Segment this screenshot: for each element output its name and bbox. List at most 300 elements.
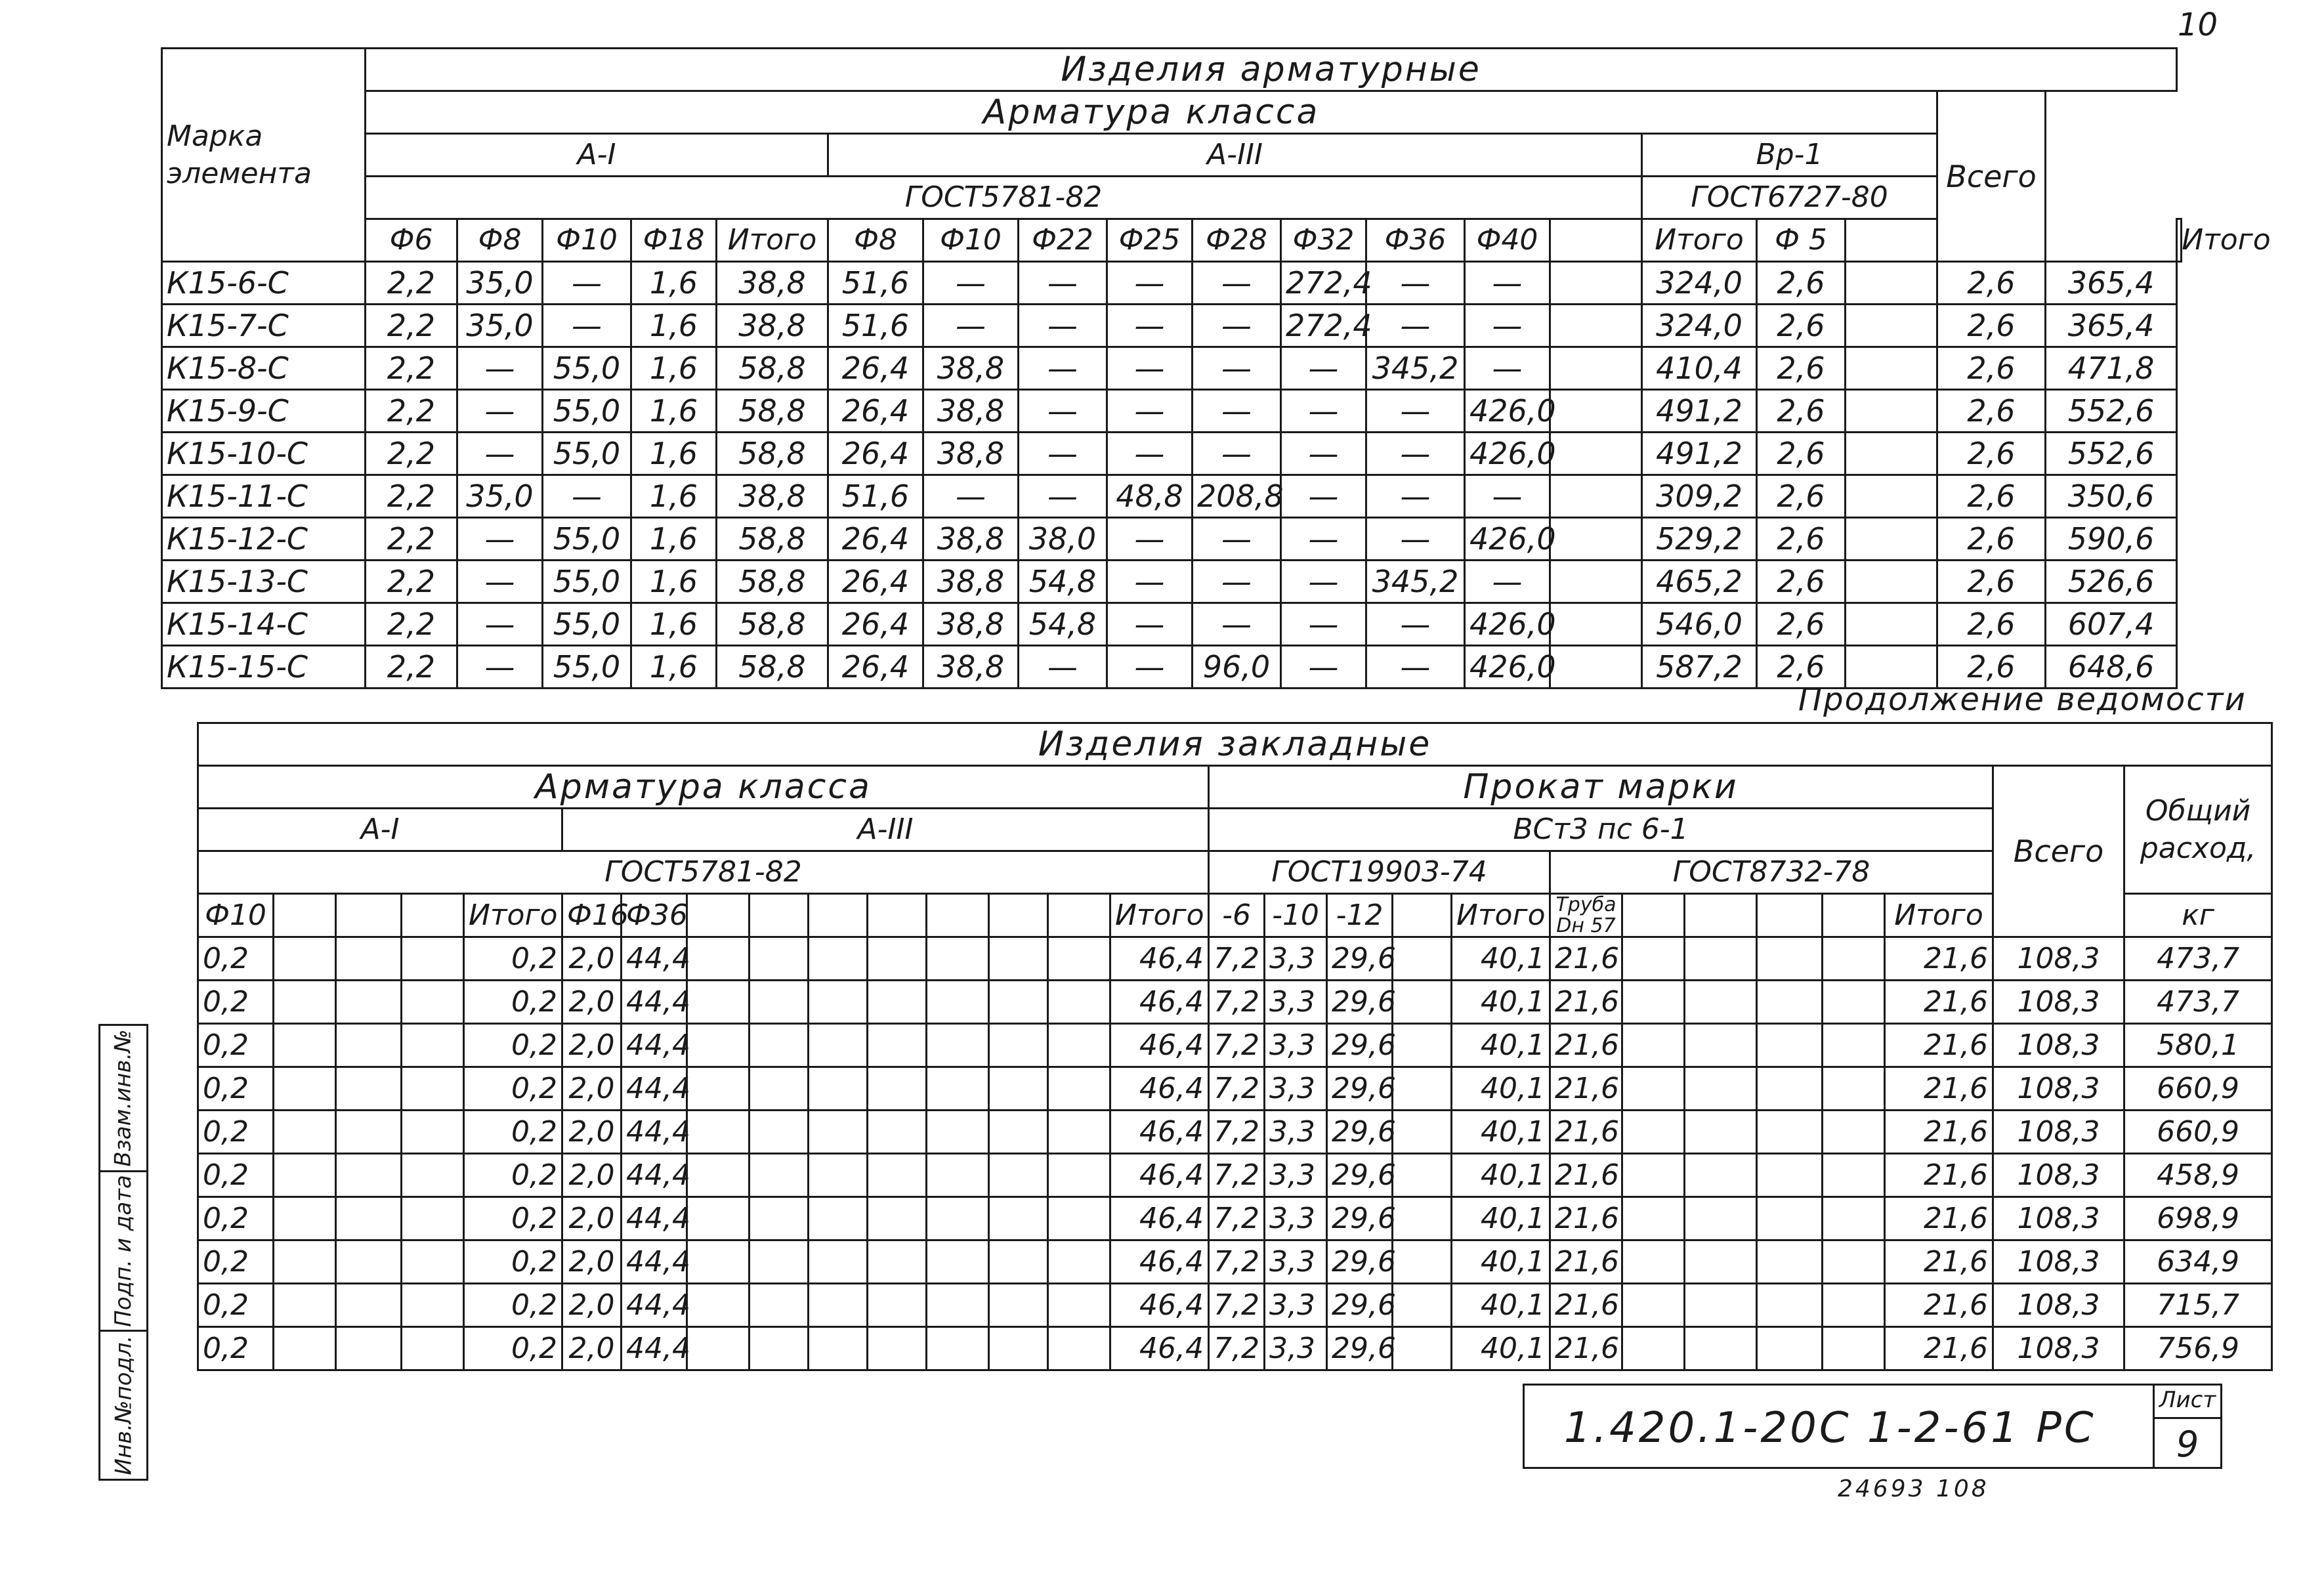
row-general-total: 715,7: [2124, 1284, 2272, 1327]
stamp-cell: [100, 1026, 146, 1172]
table-cell: [1393, 937, 1452, 981]
table-cell: [1846, 518, 1937, 561]
bottom-col-header: [687, 894, 750, 937]
top-total-header: Всего: [1937, 91, 2046, 262]
table-cell: 2,6: [1757, 347, 1846, 390]
table-cell: 2,6: [1937, 603, 2046, 646]
table-cell: 0,2: [464, 1327, 562, 1370]
table-cell: —: [1107, 646, 1193, 689]
table-cell: 29,6: [1327, 1284, 1393, 1327]
table-cell: [927, 1154, 989, 1197]
table-cell: [1622, 1197, 1685, 1240]
top-col-header: Ф40: [1465, 219, 1550, 262]
bottom-steel-grade: ВСт3 пс 6-1: [1209, 809, 1993, 851]
table-cell: 2,6: [1937, 305, 2046, 347]
row-total: 471,8: [2046, 347, 2177, 390]
table-cell: [274, 1197, 336, 1240]
table-cell: [868, 1240, 927, 1284]
table-cell: [1685, 1067, 1757, 1111]
mark-header: [162, 49, 366, 262]
table-cell: [1048, 1284, 1110, 1327]
table-cell: 2,2: [366, 347, 457, 390]
top-gost-a: ГОСТ5781-82: [366, 177, 1642, 219]
table-cell: [274, 1154, 336, 1197]
table-cell: 21,6: [1550, 1111, 1622, 1154]
table-cell: 38,8: [923, 603, 1019, 646]
table-cell: 7,2: [1209, 981, 1265, 1024]
table-cell: [868, 981, 927, 1024]
table-cell: 46,4: [1110, 1284, 1209, 1327]
bottom-col-header: [1757, 894, 1823, 937]
top-col-header: Ф8: [457, 219, 543, 262]
table-cell: [1622, 981, 1685, 1024]
row-spacer: [2177, 347, 2182, 390]
table-cell: 7,2: [1209, 937, 1265, 981]
table-row: [198, 1067, 2272, 1111]
table-cell: 40,1: [1452, 1197, 1550, 1240]
unit-label: кг: [2124, 894, 2272, 937]
table-cell: 1,6: [631, 347, 717, 390]
table-row: [198, 981, 2272, 1024]
table-cell: 38,8: [923, 390, 1019, 433]
table-cell: —: [1281, 603, 1366, 646]
table-cell: 426,0: [1465, 433, 1550, 475]
table-cell: 38,8: [923, 518, 1019, 561]
table-cell: —: [1465, 561, 1550, 603]
table-cell: [336, 1154, 402, 1197]
continuation-note: Продолжение ведомости: [1798, 681, 2247, 718]
table-cell: 2,6: [1937, 561, 2046, 603]
table-cell: 3,3: [1265, 1111, 1327, 1154]
row-total: 108,3: [1993, 1327, 2124, 1370]
table-cell: 46,4: [1110, 1024, 1209, 1067]
table-cell: —: [1193, 347, 1281, 390]
table-cell: 46,4: [1110, 937, 1209, 981]
table-cell: 44,4: [622, 1284, 687, 1327]
table-cell: —: [1107, 347, 1193, 390]
table-cell: —: [1281, 646, 1366, 689]
table-cell: 309,2: [1642, 475, 1757, 518]
table-cell: 46,4: [1110, 1240, 1209, 1284]
table-cell: [1757, 1111, 1823, 1154]
sheet-number: 9: [2176, 1424, 2199, 1465]
table-cell: [1757, 1284, 1823, 1327]
table-cell: 21,6: [1550, 937, 1622, 981]
table-cell: [1393, 1284, 1452, 1327]
table-cell: —: [1366, 433, 1465, 475]
table-cell: 2,6: [1937, 347, 2046, 390]
table-cell: [868, 1154, 927, 1197]
table-cell: —: [1107, 518, 1193, 561]
table-cell: 40,1: [1452, 1240, 1550, 1284]
bottom-col-header: -10: [1265, 894, 1327, 937]
table-cell: [1823, 1284, 1885, 1327]
table-cell: —: [1107, 433, 1193, 475]
table-cell: —: [1193, 262, 1281, 305]
table-cell: 7,2: [1209, 1240, 1265, 1284]
row-total: 526,6: [2046, 561, 2177, 603]
table-cell: [1685, 937, 1757, 981]
row-spacer: [2177, 433, 2182, 475]
table-cell: [336, 1284, 402, 1327]
table-cell: [402, 1154, 464, 1197]
table-cell: [336, 1197, 402, 1240]
table-cell: [1846, 390, 1937, 433]
table-cell: 7,2: [1209, 1154, 1265, 1197]
table-cell: [1823, 981, 1885, 1024]
stamp-label: Взам.инв.№: [110, 1029, 137, 1167]
table-cell: 1,6: [631, 561, 717, 603]
table-cell: [1685, 1197, 1757, 1240]
table-cell: [989, 1111, 1048, 1154]
table-cell: [989, 1197, 1048, 1240]
table-cell: 26,4: [828, 433, 923, 475]
table-cell: —: [1465, 262, 1550, 305]
table-cell: [1393, 1024, 1452, 1067]
table-cell: 21,6: [1885, 937, 1993, 981]
table-row: [198, 1327, 2272, 1370]
table-cell: [1622, 1067, 1685, 1111]
element-mark: К15-9-С: [162, 390, 366, 433]
table-cell: 2,2: [366, 561, 457, 603]
table-cell: [687, 1197, 750, 1240]
table-cell: —: [543, 305, 631, 347]
top-class-a1: А-I: [366, 134, 828, 177]
bottom-col-header: Ф16: [562, 894, 622, 937]
table-cell: [1550, 390, 1642, 433]
table-cell: 2,2: [366, 433, 457, 475]
table-cell: [1048, 937, 1110, 981]
bottom-col-header: Итого: [464, 894, 562, 937]
table-cell: [809, 1067, 868, 1111]
table-cell: 40,1: [1452, 981, 1550, 1024]
bottom-col-header: -12: [1327, 894, 1393, 937]
table-cell: [1823, 1111, 1885, 1154]
table-row: [162, 390, 2182, 433]
table-cell: [274, 1327, 336, 1370]
table-cell: [1393, 1111, 1452, 1154]
table-cell: [687, 1284, 750, 1327]
table-cell: 29,6: [1327, 1067, 1393, 1111]
table-cell: 3,3: [1265, 1067, 1327, 1111]
table-cell: 0,2: [198, 937, 274, 981]
table-cell: [687, 1111, 750, 1154]
table-cell: 54,8: [1019, 603, 1107, 646]
table-cell: 58,8: [717, 646, 828, 689]
table-cell: 46,4: [1110, 1111, 1209, 1154]
table-cell: 21,6: [1550, 1327, 1622, 1370]
table-cell: [809, 1111, 868, 1154]
table-cell: [1393, 1067, 1452, 1111]
table-row: [162, 305, 2182, 347]
row-general-total: 698,9: [2124, 1197, 2272, 1240]
table-row: [198, 1111, 2272, 1154]
table-cell: 324,0: [1642, 262, 1757, 305]
table-cell: [750, 1154, 809, 1197]
table-cell: 426,0: [1465, 518, 1550, 561]
row-total: 365,4: [2046, 305, 2177, 347]
table-cell: 0,2: [464, 981, 562, 1024]
table-cell: 21,6: [1550, 1067, 1622, 1111]
table-cell: [274, 1284, 336, 1327]
table-cell: 0,2: [464, 937, 562, 981]
table-cell: [1622, 1111, 1685, 1154]
row-total: 108,3: [1993, 1197, 2124, 1240]
bottom-col-header: [750, 894, 809, 937]
table-cell: —: [1193, 390, 1281, 433]
table-cell: 2,6: [1757, 603, 1846, 646]
table-cell: —: [543, 475, 631, 518]
table-cell: 21,6: [1550, 1197, 1622, 1240]
table-cell: [1685, 1024, 1757, 1067]
bottom-col-header: Труба Dн 57: [1550, 894, 1622, 937]
table-cell: 208,8: [1193, 475, 1281, 518]
table-cell: 55,0: [543, 390, 631, 433]
table-cell: 21,6: [1885, 1284, 1993, 1327]
table-cell: 491,2: [1642, 433, 1757, 475]
table-cell: —: [1107, 561, 1193, 603]
element-mark: К15-14-С: [162, 603, 366, 646]
table-cell: 2,0: [562, 1024, 622, 1067]
table-cell: —: [923, 305, 1019, 347]
table-cell: 55,0: [543, 646, 631, 689]
row-general-total: 580,1: [2124, 1024, 2272, 1067]
table-cell: [274, 1067, 336, 1111]
top-col-header: Ф36: [1366, 219, 1465, 262]
table-cell: 1,6: [631, 305, 717, 347]
table-row: [198, 1024, 2272, 1067]
table-cell: 40,1: [1452, 1284, 1550, 1327]
table-cell: [927, 1197, 989, 1240]
row-spacer: [2177, 561, 2182, 603]
table-cell: [1823, 1240, 1885, 1284]
bottom-col-header: [336, 894, 402, 937]
table-cell: [1048, 1024, 1110, 1067]
table-cell: 26,4: [828, 561, 923, 603]
table-cell: 345,2: [1366, 347, 1465, 390]
table-cell: [402, 981, 464, 1024]
table-cell: 29,6: [1327, 1154, 1393, 1197]
element-mark: К15-7-С: [162, 305, 366, 347]
table-cell: 345,2: [1366, 561, 1465, 603]
table-cell: [1757, 937, 1823, 981]
table-cell: 35,0: [457, 262, 543, 305]
table-cell: [1757, 1327, 1823, 1370]
top-col-header: Ф32: [1281, 219, 1366, 262]
table-cell: [336, 981, 402, 1024]
table-cell: 7,2: [1209, 1284, 1265, 1327]
table-cell: [402, 1284, 464, 1327]
table-row: [162, 561, 2182, 603]
table-cell: —: [457, 390, 543, 433]
table-cell: 7,2: [1209, 1067, 1265, 1111]
table-cell: 26,4: [828, 518, 923, 561]
table-cell: [989, 981, 1048, 1024]
table-cell: 7,2: [1209, 1327, 1265, 1370]
table-cell: [1846, 475, 1937, 518]
table-cell: 40,1: [1452, 1327, 1550, 1370]
sheet-box: [2153, 1386, 2220, 1467]
row-total: 607,4: [2046, 603, 2177, 646]
table-row: [162, 603, 2182, 646]
table-cell: 2,6: [1757, 390, 1846, 433]
table-cell: 2,6: [1937, 475, 2046, 518]
table-cell: [687, 1067, 750, 1111]
table-cell: —: [457, 561, 543, 603]
bottom-col-header: [927, 894, 989, 937]
table-cell: 324,0: [1642, 305, 1757, 347]
row-spacer: [2177, 475, 2182, 518]
table-cell: —: [1366, 390, 1465, 433]
table-cell: [1622, 1327, 1685, 1370]
table-cell: [989, 1154, 1048, 1197]
table-cell: —: [1019, 262, 1107, 305]
table-cell: 51,6: [828, 262, 923, 305]
embedded-table: [197, 722, 2273, 1371]
page-number: 10: [2178, 7, 2218, 43]
table-cell: 26,4: [828, 603, 923, 646]
top-class-a3: А-III: [828, 134, 1642, 177]
table-cell: 0,2: [464, 1284, 562, 1327]
table-cell: 2,6: [1937, 646, 2046, 689]
table-cell: 0,2: [464, 1024, 562, 1067]
table-cell: 1,6: [631, 433, 717, 475]
table-cell: [750, 1240, 809, 1284]
row-spacer: [2177, 262, 2182, 305]
table-cell: 1,6: [631, 390, 717, 433]
top-col-header: [1550, 219, 1642, 262]
row-spacer: [2177, 603, 2182, 646]
top-col-header: Итого: [2177, 219, 2182, 262]
table-cell: 491,2: [1642, 390, 1757, 433]
table-cell: [989, 1067, 1048, 1111]
table-cell: —: [1465, 475, 1550, 518]
table-row: [198, 1284, 2272, 1327]
table-cell: —: [1366, 646, 1465, 689]
top-col-header: Итого: [717, 219, 828, 262]
table-cell: 0,2: [198, 1327, 274, 1370]
table-cell: 0,2: [464, 1111, 562, 1154]
row-total: 590,6: [2046, 518, 2177, 561]
table-cell: [809, 1024, 868, 1067]
stamp-label: Подп. и дата: [110, 1175, 137, 1327]
table-cell: [809, 1197, 868, 1240]
table-cell: 1,6: [631, 475, 717, 518]
table-cell: [750, 1197, 809, 1240]
table-cell: [1393, 1154, 1452, 1197]
table-cell: [1048, 1067, 1110, 1111]
table-cell: 51,6: [828, 305, 923, 347]
table-cell: 2,2: [366, 305, 457, 347]
table-cell: [1550, 475, 1642, 518]
table-cell: [402, 1240, 464, 1284]
table-cell: 26,4: [828, 390, 923, 433]
bottom-col-header: [809, 894, 868, 937]
table-cell: [989, 937, 1048, 981]
top-col-header: Ф6: [366, 219, 457, 262]
table-cell: [1823, 1197, 1885, 1240]
bottom-col-header: [1685, 894, 1757, 937]
table-cell: [868, 937, 927, 981]
element-mark: К15-13-С: [162, 561, 366, 603]
table-cell: 29,6: [1327, 981, 1393, 1024]
bottom-col-header: -6: [1209, 894, 1265, 937]
table-cell: [868, 1197, 927, 1240]
table-cell: 2,2: [366, 518, 457, 561]
table-cell: 58,8: [717, 347, 828, 390]
top-col-header: Ф8: [828, 219, 923, 262]
top-col-header: Ф22: [1019, 219, 1107, 262]
table-cell: 21,6: [1885, 1024, 1993, 1067]
table-cell: [1823, 937, 1885, 981]
table-cell: 0,2: [464, 1240, 562, 1284]
table-cell: [750, 1067, 809, 1111]
table-cell: 2,0: [562, 981, 622, 1024]
table-cell: 2,6: [1937, 518, 2046, 561]
table-cell: 40,1: [1452, 1111, 1550, 1154]
table-cell: 587,2: [1642, 646, 1757, 689]
table-cell: —: [1193, 518, 1281, 561]
table-cell: 3,3: [1265, 1327, 1327, 1370]
table-cell: [402, 1327, 464, 1370]
stamp-label: Инв.№подл.: [110, 1335, 137, 1475]
table-cell: 38,8: [923, 561, 1019, 603]
table-cell: 2,6: [1937, 433, 2046, 475]
table-cell: 38,0: [1019, 518, 1107, 561]
table-cell: —: [1281, 561, 1366, 603]
table-cell: 3,3: [1265, 1197, 1327, 1240]
table-cell: 46,4: [1110, 1154, 1209, 1197]
table-cell: [1757, 1067, 1823, 1111]
table-cell: [687, 981, 750, 1024]
table-cell: [1846, 561, 1937, 603]
table-cell: 44,4: [622, 1111, 687, 1154]
table-cell: —: [1281, 518, 1366, 561]
table-cell: 26,4: [828, 347, 923, 390]
table-cell: 38,8: [923, 433, 1019, 475]
table-cell: [989, 1024, 1048, 1067]
table-cell: 29,6: [1327, 1327, 1393, 1370]
table-row: [198, 1154, 2272, 1197]
table-cell: [1757, 1024, 1823, 1067]
row-total: 108,3: [1993, 1111, 2124, 1154]
table-cell: —: [1193, 433, 1281, 475]
table-cell: 2,6: [1757, 475, 1846, 518]
table-cell: [927, 1024, 989, 1067]
table-row: [198, 1240, 2272, 1284]
table-cell: —: [1019, 646, 1107, 689]
bottom-col-header: Итого: [1452, 894, 1550, 937]
table-cell: 1,6: [631, 262, 717, 305]
table-cell: [1393, 981, 1452, 1024]
table-cell: 465,2: [1642, 561, 1757, 603]
table-cell: 2,0: [562, 1111, 622, 1154]
table-cell: —: [1019, 347, 1107, 390]
table-cell: [336, 1327, 402, 1370]
table-cell: [1550, 305, 1642, 347]
row-general-total: 473,7: [2124, 981, 2272, 1024]
table-cell: —: [457, 646, 543, 689]
row-total: 552,6: [2046, 390, 2177, 433]
table-cell: [1757, 1154, 1823, 1197]
table-cell: —: [457, 433, 543, 475]
table-cell: [989, 1327, 1048, 1370]
table-cell: 48,8: [1107, 475, 1193, 518]
table-cell: 29,6: [1327, 1111, 1393, 1154]
table-cell: [1622, 1240, 1685, 1284]
table-row: [162, 262, 2182, 305]
bottom-col-header: [989, 894, 1048, 937]
